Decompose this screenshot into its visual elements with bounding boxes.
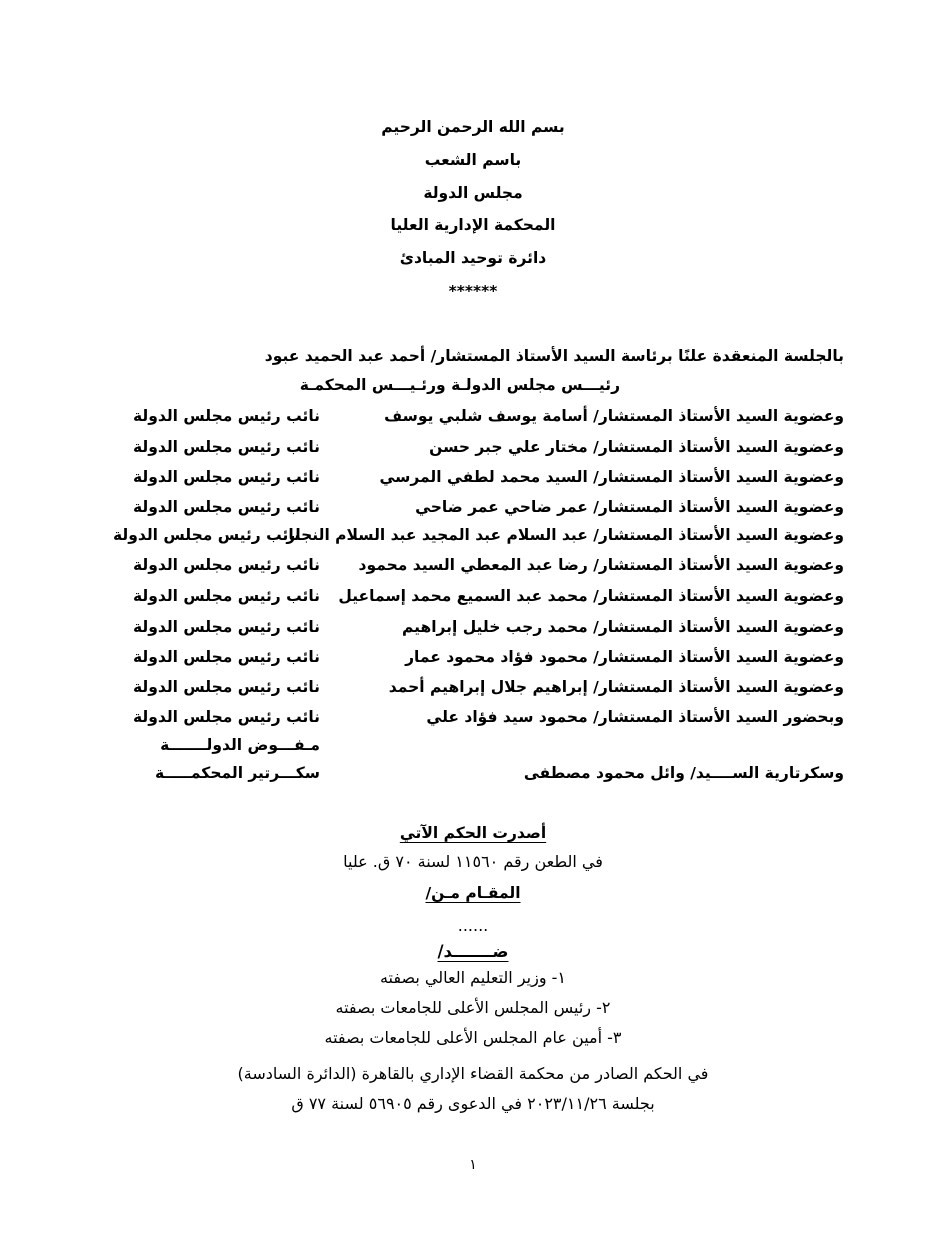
member-title: نائب رئيس مجلس الدولة (133, 648, 320, 666)
member-title: نائب رئيس مجلس الدولة (133, 618, 320, 636)
member-title: نائب رئيس مجلس الدولة (133, 678, 320, 696)
member-title: نائب رئيس مجلس الدولة (113, 526, 300, 544)
member-name: وعضوية السيد الأستاذ المستشار/ رضا عبد المعطي السيد محمود (358, 556, 844, 574)
member-name: وعضوية السيد الأستاذ المستشار/ مختار علي جبر حسن (429, 438, 844, 456)
appellant-placeholder: ...... (457, 916, 489, 935)
member-name: وعضوية السيد الأستاذ المستشار/ السيد محمد لطفي المرسي (379, 468, 844, 486)
respondent-item: ٣- أمين عام المجلس الأعلى للجامعات بصفته (324, 1028, 622, 1047)
judgment-line-2: بجلسة ٢٠٢٣/١١/٢٦ في الدعوى رقم ٥٦٩٠٥ لسنة ٧٧ ق (291, 1094, 655, 1113)
member-name: وعضوية السيد الأستاذ المستشار/ محمود فؤاد محمود عمار (405, 648, 844, 666)
page-number: ١ (469, 1157, 477, 1173)
member-title: نائب رئيس مجلس الدولة (133, 468, 320, 486)
member-name: وعضوية السيد الأستاذ المستشار/ محمد عبد السميع محمد إسماعيل (338, 587, 844, 605)
respondent-item: ١- وزير التعليم العالي بصفته (379, 968, 567, 987)
appeal-number: في الطعن رقم ١١٥٦٠ لسنة ٧٠ ق. عليا (343, 852, 603, 871)
member-name: وعضوية السيد الأستاذ المستشار/ إبراهيم جلال إبراهيم أحمد (388, 678, 844, 696)
commissioner-title: مـفـــوض الدولـــــــة (160, 736, 320, 754)
session-intro: بالجلسة المنعقدة علنًا برئاسة السيد الأستاذ المستشار/ أحمد عبد الحميد عبود (264, 347, 844, 365)
member-title: نائب رئيس مجلس الدولة (133, 587, 320, 605)
in-name-of-people: باسم الشعب (424, 151, 522, 169)
against-label: ضـــــــد/ (437, 942, 509, 961)
president-title: رئيـــس مجلس الدولـة ورئـيـــس المحكمـة (299, 376, 620, 394)
ruling-heading: أصدرت الحكم الآتي (399, 824, 547, 842)
member-name: وعضوية السيد الأستاذ المستشار/ محمد رجب خليل إبراهيم (402, 618, 844, 636)
member-title: نائب رئيس مجلس الدولة (133, 407, 320, 425)
secretary-title: سكـــرتير المحكمـــــة (155, 764, 320, 782)
member-name: وعضوية السيد الأستاذ المستشار/ عمر ضاحي عمر ضاحي (415, 498, 844, 516)
circuit-name: دائرة توحيد المبادئ (399, 249, 547, 267)
basmala: بسم الله الرحمن الرحيم (381, 118, 565, 136)
appellant-label: المقـام مـن/ (425, 884, 521, 902)
secretary-line: وسكرتارية الســــيد/ وائل محمود مصطفى (523, 764, 844, 782)
member-title: نائب رئيس مجلس الدولة (133, 438, 320, 456)
respondent-item: ٢- رئيس المجلس الأعلى للجامعات بصفته (335, 998, 611, 1017)
council-name: مجلس الدولة (423, 184, 523, 202)
member-name: وعضوية السيد الأستاذ المستشار/ أسامة يوسف شلبي يوسف (384, 407, 844, 425)
member-name: وعضوية السيد الأستاذ المستشار/ عبد السلام عبد المجيد عبد السلام النجار (286, 526, 844, 544)
member-title: نائب رئيس مجلس الدولة (133, 556, 320, 574)
judgment-line-1: في الحكم الصادر من محكمة القضاء الإداري بالقاهرة (الدائرة السادسة) (237, 1064, 709, 1083)
stars-divider: ****** (448, 282, 498, 300)
member-name: وبحضور السيد الأستاذ المستشار/ محمود سيد فؤاد علي (426, 708, 844, 726)
member-title: نائب رئيس مجلس الدولة (133, 708, 320, 726)
member-title: نائب رئيس مجلس الدولة (133, 498, 320, 516)
court-name: المحكمة الإدارية العليا (390, 216, 556, 234)
